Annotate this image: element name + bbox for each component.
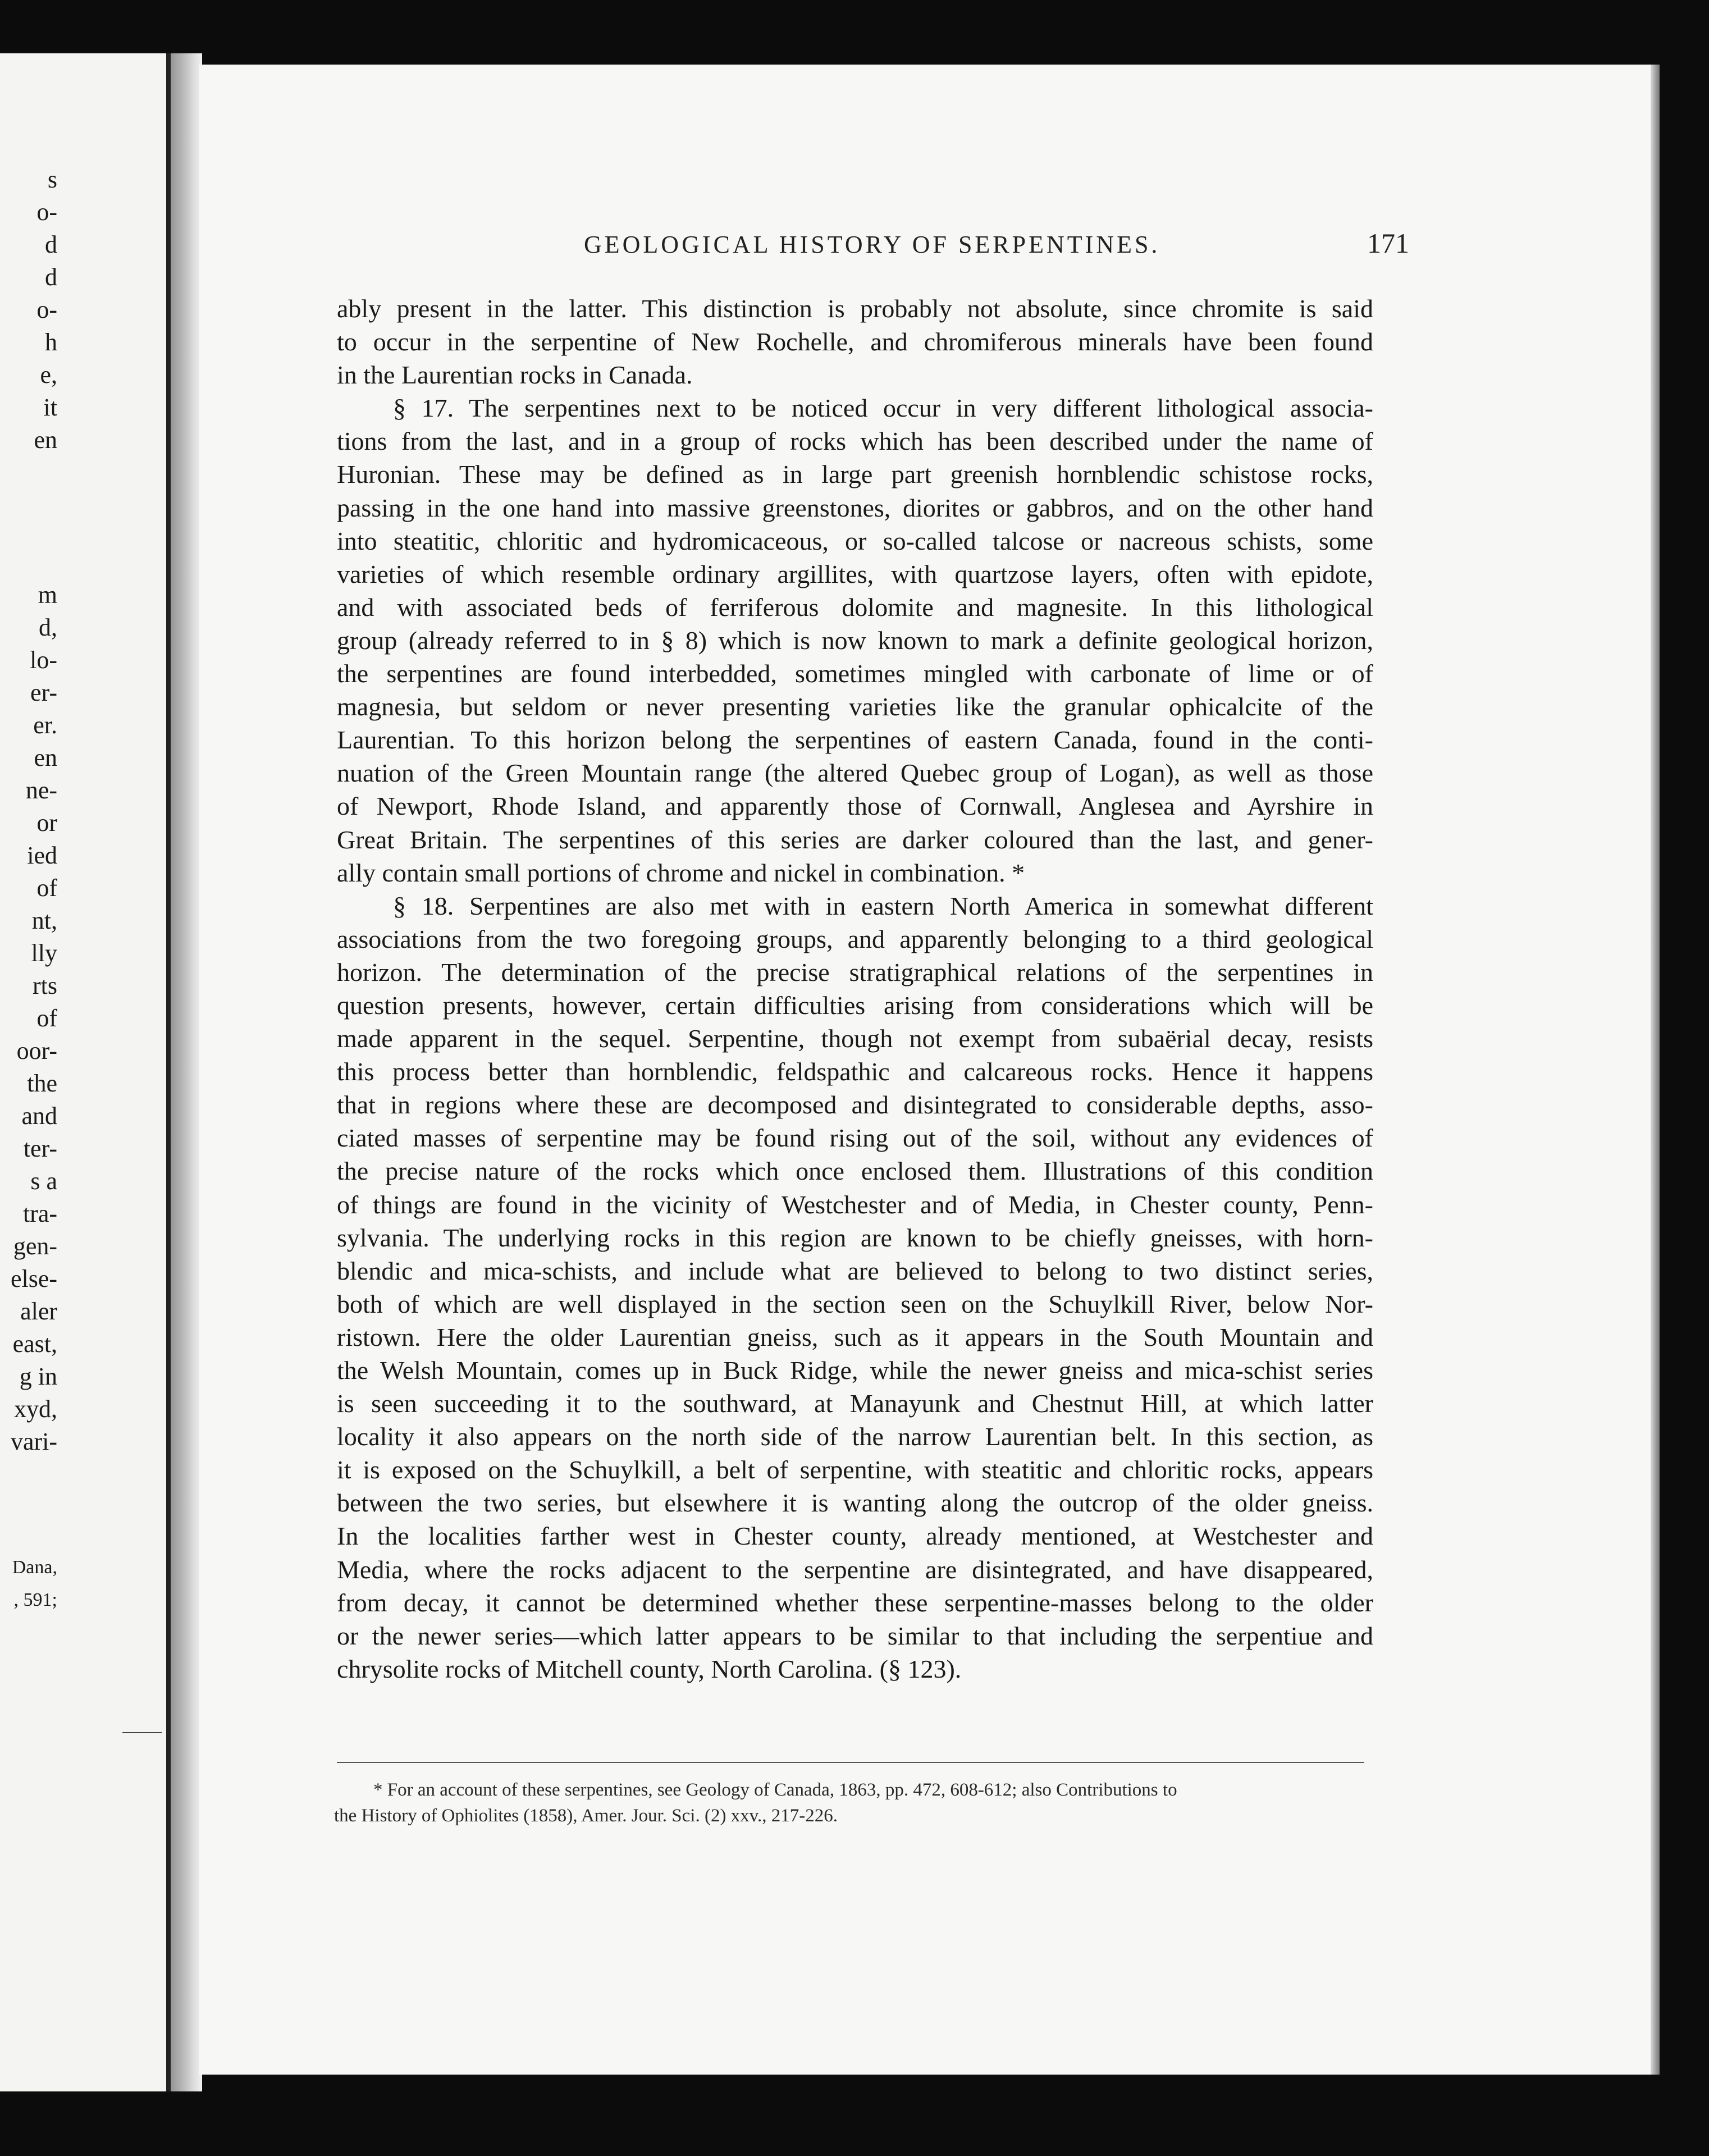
body-text xyxy=(337,292,1373,1685)
text-line: this process better than hornblendic, feldspathic and calcareous rocks. Hence it happens xyxy=(337,1057,1373,1086)
facing-page-fragment-text: ter- xyxy=(23,1135,57,1162)
facing-page-fragment-text: xyd, xyxy=(14,1395,57,1423)
facing-page-fragment-text: er. xyxy=(33,711,57,739)
facing-page-text-fragments xyxy=(0,53,62,2091)
text-line: In the localities farther west in Chester county, already mentioned, at Westchester and xyxy=(337,1522,1373,1551)
facing-page-fragment-text: of xyxy=(36,1004,57,1032)
text-line: horizon. The determination of the precise stratigraphical relations of the serpentines in xyxy=(337,957,1373,986)
text-line: to occur in the serpentine of New Rochelle, and chromiferous minerals have been found xyxy=(337,327,1373,357)
facing-page-fragment xyxy=(0,53,179,2091)
text-line: into steatitic, chloritic and hydromicaceous, or so-called talcose or nacreous schists, some xyxy=(337,526,1373,555)
text-line: the precise nature of the rocks which once enclosed them. Illustrations of this condition xyxy=(337,1157,1373,1186)
facing-page-fragment-text: s xyxy=(47,166,57,193)
facing-page-fragment-text: o- xyxy=(36,198,57,226)
text-line: Great Britain. The serpentines of this series are darker coloured than the last, and gener- xyxy=(337,825,1373,854)
facing-page-fragment-text: lly xyxy=(31,939,57,967)
text-line: ably present in the latter. This distinction is probably not absolute, since chromite is said xyxy=(337,294,1373,323)
text-line: ally contain small portions of chrome and nickel in combination. * xyxy=(337,858,1025,887)
text-line: varieties of which resemble ordinary argillites, with quartzose layers, often with epidote, xyxy=(337,559,1373,588)
text-line: Huronian. These may be defined as in large part greenish hornblendic schistose rocks, xyxy=(337,460,1373,489)
text-line: from decay, it cannot be determined whether these serpentine-masses belong to the older xyxy=(337,1588,1373,1617)
text-line: made apparent in the sequel. Serpentine, though not exempt from subaërial decay, resists xyxy=(337,1024,1373,1053)
text-line: Laurentian. To this horizon belong the serpentines of eastern Canada, found in the conti- xyxy=(337,725,1373,755)
text-line: Media, where the rocks adjacent to the serpentine are disintegrated, and have disappeared, xyxy=(337,1555,1373,1584)
facing-page-footnote-rule xyxy=(122,1732,162,1733)
facing-page-fragment-text: en xyxy=(34,426,57,454)
facing-page-fragment-text: o- xyxy=(36,296,57,323)
facing-page-fragment-text: it xyxy=(43,394,57,421)
text-line: the serpentines are found interbedded, sometimes mingled with carbonate of lime or of xyxy=(337,659,1373,688)
page-gutter-edge xyxy=(166,53,171,2091)
facing-page-fragment-text: oor- xyxy=(16,1037,57,1065)
text-line: of Newport, Rhode Island, and apparently those of Cornwall, Anglesea and Ayrshire in xyxy=(337,792,1373,821)
page-number: 171 xyxy=(1367,227,1409,259)
text-line: sylvania. The underlying rocks in this region are known to be chiefly gneisses, with horn- xyxy=(337,1223,1373,1252)
text-line: § 18. Serpentines are also met with in eastern North America in somewhat different xyxy=(393,891,1373,920)
text-line: passing in the one hand into massive greenstones, diorites or gabbros, and on the other hand xyxy=(337,493,1373,522)
text-line: between the two series, but elsewhere it is wanting along the outcrop of the older gneiss. xyxy=(337,1488,1373,1518)
footnote xyxy=(334,1777,1361,1829)
text-line: tions from the last, and in a group of rocks which has been described under the name of xyxy=(337,427,1373,456)
text-line: locality it also appears on the north side of the narrow Laurentian belt. In this section, as xyxy=(337,1422,1373,1451)
text-line: question presents, however, certain difficulties arising from considerations which will be xyxy=(337,990,1373,1020)
facing-page-fragment-text: ne- xyxy=(25,776,57,804)
footnote-rule xyxy=(337,1762,1364,1763)
facing-page-fragment-text: e, xyxy=(40,361,57,389)
facing-page-fragment-text: gen- xyxy=(13,1232,57,1260)
footnote-line: the History of Ophiolites (1858), Amer. Jour. Sci. (2) xxv., 217-226. xyxy=(334,1806,838,1826)
page-gutter-shadow xyxy=(168,53,202,2091)
facing-page-fragment-text: Dana, xyxy=(12,1557,57,1578)
facing-page-fragment-text: else- xyxy=(10,1265,57,1292)
running-head-title: GEOLOGICAL HISTORY OF SERPENTINES. xyxy=(584,231,1160,258)
facing-page-fragment-text: s a xyxy=(30,1167,57,1195)
text-line: the Welsh Mountain, comes up in Buck Ridge, while the newer gneiss and mica-schist series xyxy=(337,1356,1373,1385)
text-line: nuation of the Green Mountain range (the altered Quebec group of Logan), as well as those xyxy=(337,759,1373,788)
text-line: is seen succeeding it to the southward, at Manayunk and Chestnut Hill, at which latter xyxy=(337,1389,1373,1418)
facing-page-fragment-text: aler xyxy=(20,1298,57,1325)
facing-page-fragment-text: m xyxy=(38,581,57,609)
facing-page-fragment-text: d xyxy=(45,231,57,258)
page-right-edge xyxy=(1651,65,1660,2075)
facing-page-fragment-text: or xyxy=(36,809,57,837)
text-line: magnesia, but seldom or never presenting varieties like the granular ophicalcite of the xyxy=(337,692,1373,721)
text-line: ciated masses of serpentine may be found rising out of the soil, without any evidences of xyxy=(337,1123,1373,1153)
text-line: chrysolite rocks of Mitchell county, North Carolina. (§ 123). xyxy=(337,1654,962,1683)
text-line: associations from the two foregoing groups, and apparently belonging to a third geological xyxy=(337,924,1373,953)
text-line: of things are found in the vicinity of Westchester and of Media, in Chester county, Penn- xyxy=(337,1190,1373,1219)
facing-page-fragment-text: vari- xyxy=(10,1428,57,1455)
text-line: or the newer series—which latter appears to be similar to that including the serpentiue and xyxy=(337,1621,1373,1650)
facing-page-fragment-text: rts xyxy=(33,972,57,999)
text-line: it is exposed on the Schuylkill, a belt of serpentine, with steatitic and chloritic rocks, appears xyxy=(337,1455,1373,1484)
facing-page-fragment-text: d xyxy=(45,263,57,291)
facing-page-fragment-text: of xyxy=(36,874,57,902)
facing-page-fragment-text: en xyxy=(34,744,57,771)
facing-page-fragment-text: , 591; xyxy=(13,1589,57,1610)
text-line: ristown. Here the older Laurentian gneiss, such as it appears in the South Mountain and xyxy=(337,1322,1373,1351)
facing-page-fragment-text: the xyxy=(27,1070,57,1097)
facing-page-fragment-text: and xyxy=(21,1102,57,1130)
text-line: and with associated beds of ferriferous dolomite and magnesite. In this lithological xyxy=(337,592,1373,622)
facing-page-fragment-text: lo- xyxy=(30,646,57,674)
text-line: in the Laurentian rocks in Canada. xyxy=(337,360,693,390)
text-line: blendic and mica-schists, and include what are believed to belong to two distinct series, xyxy=(337,1256,1373,1285)
footnote-line: * For an account of these serpentines, see Geology of Canada, 1863, pp. 472, 608-612; also Contributions to xyxy=(373,1780,1177,1800)
facing-page-fragment-text: d, xyxy=(39,614,57,641)
text-line: group (already referred to in § 8) which is now known to mark a definite geological horizon, xyxy=(337,625,1373,655)
text-line: that in regions where these are decomposed and disintegrated to considerable depths, asso- xyxy=(337,1090,1373,1120)
text-line: both of which are well displayed in the section seen on the Schuylkill River, below Nor- xyxy=(337,1289,1373,1318)
facing-page-fragment-text: er- xyxy=(30,679,57,706)
facing-page-fragment-text: g in xyxy=(19,1363,57,1390)
running-head xyxy=(387,227,1454,270)
facing-page-fragment-text: tra- xyxy=(22,1200,57,1227)
facing-page-fragment-text: ied xyxy=(27,842,57,869)
facing-page-fragment-text: h xyxy=(45,328,57,356)
facing-page-fragment-text: nt, xyxy=(31,907,57,934)
facing-page-fragment-text: east, xyxy=(12,1330,57,1358)
text-line: § 17. The serpentines next to be noticed occur in very different lithological associa- xyxy=(393,394,1373,423)
